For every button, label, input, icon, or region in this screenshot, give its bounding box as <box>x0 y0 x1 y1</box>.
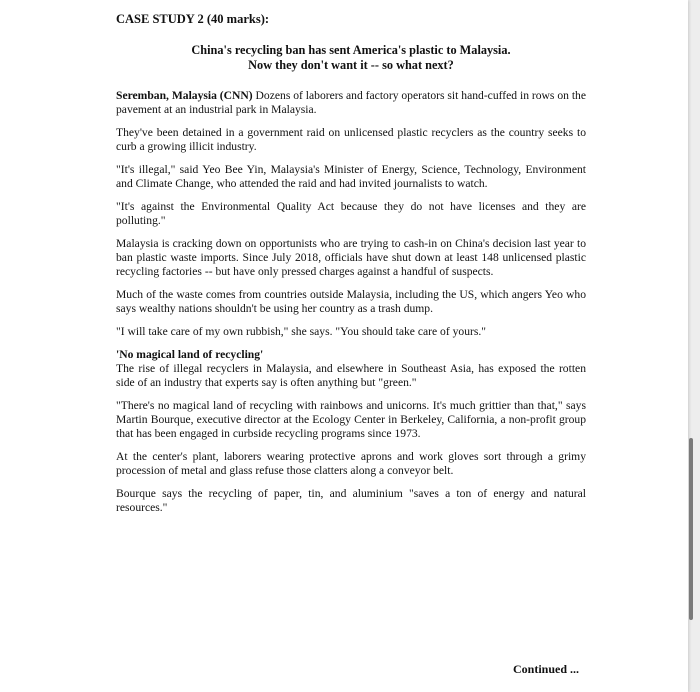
paragraph-1 <box>116 89 586 117</box>
article-title-line-2: Now they don't want it -- so what next? <box>248 58 454 72</box>
continued-label: Continued ... <box>513 662 580 676</box>
article-title-line-1: China's recycling ban has sent America's plastic to Malaysia. <box>191 43 511 57</box>
document-body <box>116 12 586 524</box>
article-title <box>116 43 586 73</box>
paragraph-7: "I will take care of my own rubbish," she says. "You should take care of yours." <box>116 325 487 338</box>
paragraph-10: At the center's plant, laborers wearing protective aprons and work gloves sort through a grimy procession of metal and glass refuse those clatters along a conveyor belt. <box>116 450 586 477</box>
paragraph-4: "It's against the Environmental Quality Act because they do not have licenses and they are polluting." <box>116 200 586 227</box>
paragraph-1-text: Dozens of laborers and factory operators sit hand-cuffed in rows on the pavement at an industrial park in Malaysia. <box>116 89 586 116</box>
case-study-heading: CASE STUDY 2 (40 marks): <box>116 12 270 26</box>
paragraph-8: The rise of illegal recyclers in Malaysia, and elsewhere in Southeast Asia, has exposed the rotten side of an industry that experts say is often anything but "green." <box>116 362 586 389</box>
paragraph-3: "It's illegal," said Yeo Bee Yin, Malaysia's Minister of Energy, Science, Technology, Environment and Climate Change, who attended the raid and had invited journalists to watch. <box>116 163 586 190</box>
paragraph-6: Much of the waste comes from countries outside Malaysia, including the US, which angers Yeo who says wealthy nations shouldn't be using her country as a trash dump. <box>116 288 586 315</box>
paragraph-11: Bourque says the recycling of paper, tin, and aluminium "saves a ton of energy and natural resources." <box>116 487 586 514</box>
vertical-scrollbar-thumb[interactable] <box>689 438 693 620</box>
paragraph-5: Malaysia is cracking down on opportunists who are trying to cash-in on China's decision last year to ban plastic waste imports. Since July 2018, officials have shut down at least 148 unlicensed plastic recycling factories -- but have only pressed charges against a handful of suspects. <box>116 237 586 278</box>
paragraph-9: "There's no magical land of recycling with rainbows and unicorns. It's much grittier than that," says Martin Bourque, executive director at the Ecology Center in Berkeley, California, a non-profit group that has been engaged in curbside recycling programs since 1973. <box>116 399 586 440</box>
paragraph-2: They've been detained in a government raid on unlicensed plastic recyclers as the country seeks to curb a growing illicit industry. <box>116 126 586 153</box>
section-subheading: 'No magical land of recycling' <box>116 348 264 361</box>
dateline: Seremban, Malaysia (CNN) <box>116 89 253 102</box>
